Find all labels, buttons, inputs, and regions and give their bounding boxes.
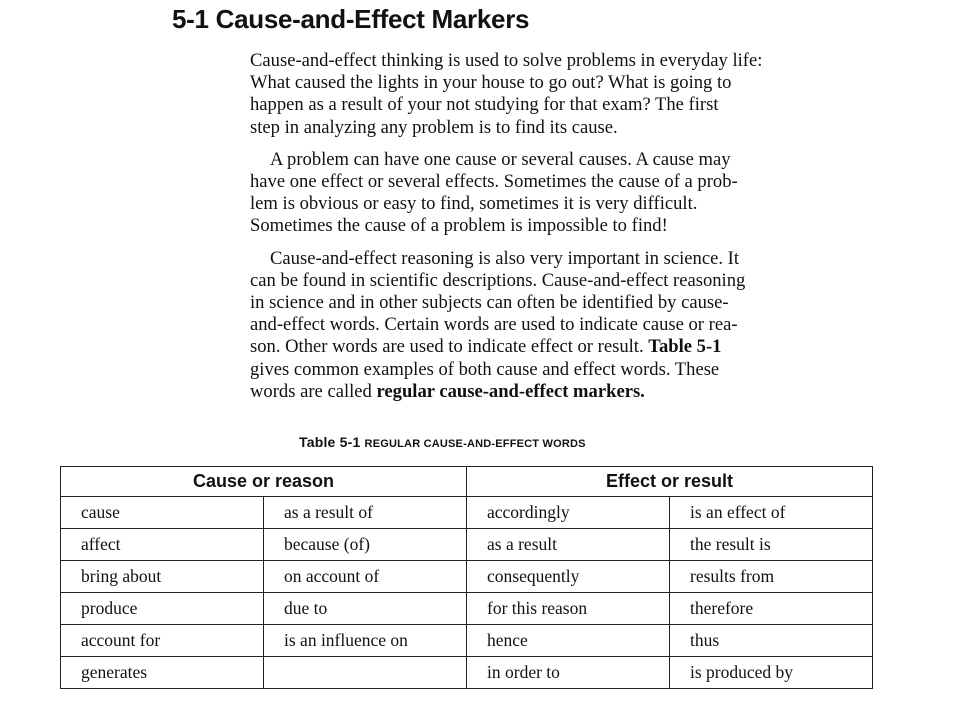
text-line: step in analyzing any problem is to find its cause. [250,116,618,138]
table-row [61,497,873,529]
text-fragment: son. Other words are used to indicate effect or result. [250,336,644,358]
paragraph-1 [250,50,890,139]
cause-effect-table [60,466,873,689]
text-line: gives common examples of both cause and effect words. These [250,358,720,380]
text-line: Sometimes the cause of a problem is impossible to find! [250,215,668,237]
cause-word-cell: account for [61,625,264,657]
text-line: and-effect words. Certain words are used to indicate cause or rea- [250,314,738,336]
effect-word-cell: in order to [467,657,670,689]
effect-word-cell: therefore [670,593,873,625]
cause-word-cell: because (of) [264,529,467,561]
cause-word-cell: is an influence on [264,625,467,657]
text-line: lem is obvious or easy to find, sometimes it is very difficult. [250,193,698,215]
cause-word-cell: on account of [264,561,467,593]
text-line: A problem can have one cause or several causes. A cause may [270,148,731,170]
effect-word-cell: results from [670,561,873,593]
text-fragment: words are called [250,380,372,402]
text-line [250,381,890,403]
body-text [250,50,890,413]
effect-word-cell: is produced by [670,657,873,689]
cause-word-cell: bring about [61,561,264,593]
text-line: What caused the lights in your house to go out? What is going to [250,72,732,94]
text-line: Cause-and-effect reasoning is also very important in science. It [270,247,739,269]
paragraph-3 [250,248,890,403]
table-row [61,625,873,657]
text-line: in science and in other subjects can often be identified by cause- [250,292,729,314]
paragraph-2 [250,149,890,238]
effect-word-cell: hence [467,625,670,657]
key-term: regular cause-and-effect markers. [376,380,645,402]
section-title: 5-1 Cause-and-Effect Markers [172,4,530,34]
table-reference: Table 5-1 [648,336,722,358]
cause-word-cell: cause [61,497,264,529]
effect-word-cell: consequently [467,561,670,593]
text-line: Cause-and-effect thinking is used to solve problems in everyday life: [250,50,763,71]
cause-word-cell: produce [61,593,264,625]
cause-word-cell: affect [61,529,264,561]
cause-word-cell [264,657,467,689]
text-line [250,336,890,358]
effect-word-cell: for this reason [467,593,670,625]
effect-word-cell: the result is [670,529,873,561]
table-header-row [61,467,873,497]
table-caption-label: Table 5-1 [299,434,361,450]
effect-word-cell: accordingly [467,497,670,529]
cause-word-cell: as a result of [264,497,467,529]
text-line: happen as a result of your not studying for that exam? The first [250,94,719,116]
effect-word-cell: is an effect of [670,497,873,529]
cause-word-cell: due to [264,593,467,625]
cause-word-cell: generates [61,657,264,689]
table-row [61,529,873,561]
table-row [61,593,873,625]
effect-word-cell: thus [670,625,873,657]
text-line: have one effect or several effects. Sometimes the cause of a prob- [250,171,738,193]
table-caption [299,434,586,450]
effect-word-cell: as a result [467,529,670,561]
header-cause: Cause or reason [61,467,467,497]
text-line: can be found in scientific descriptions. Cause-and-effect reasoning [250,269,746,291]
table-row [61,657,873,689]
table-row [61,561,873,593]
table-caption-text: REGULAR CAUSE-AND-EFFECT WORDS [364,438,586,450]
header-effect: Effect or result [467,467,873,497]
